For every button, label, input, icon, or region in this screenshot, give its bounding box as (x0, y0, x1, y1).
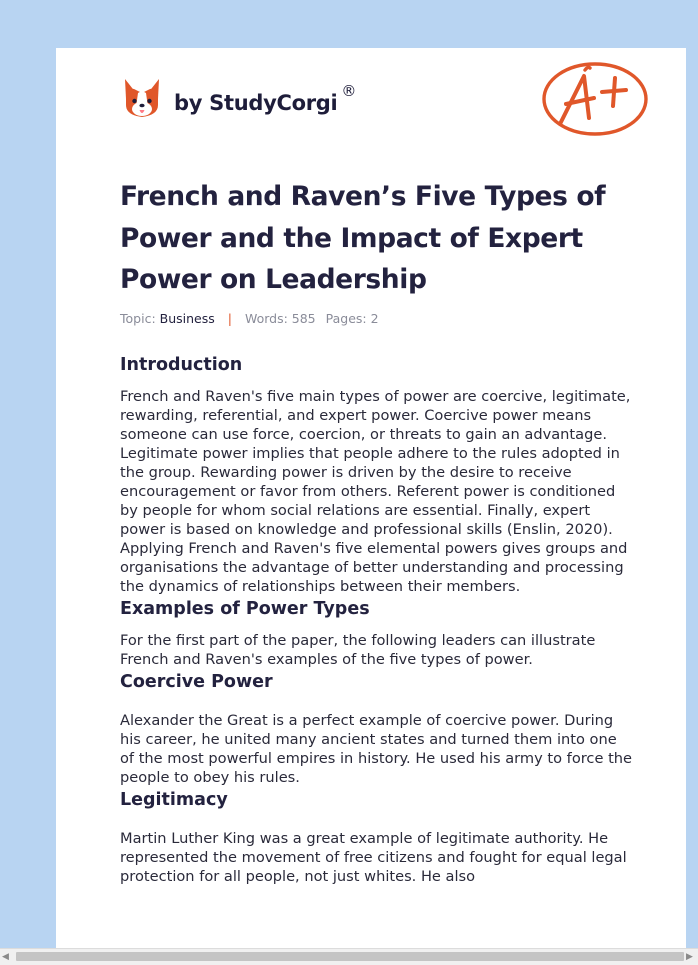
logo-text: by StudyCorgi (174, 91, 338, 115)
word-count: Words: 585 (244, 311, 316, 326)
section-heading-legitimacy: Legitimacy (120, 790, 228, 810)
topic-label: Topic: (120, 311, 156, 326)
scroll-left-icon[interactable]: ◀ (2, 952, 9, 962)
section-heading-introduction: Introduction (120, 355, 243, 375)
scroll-right-icon[interactable]: ▶ (686, 952, 693, 962)
a-plus-grade-icon (538, 58, 650, 140)
document-title: French and Raven’s Five Types of Power and the Impact of Expert Power on Leadership (120, 181, 606, 295)
horizontal-scrollbar[interactable] (0, 948, 698, 965)
section-heading-examples: Examples of Power Types (120, 599, 370, 619)
section-text-coercive: Alexander the Great is a perfect example of coercive power. During his career, he united many ancient states and turned them into one of the most powerful empires in history. He used his army to force the people to obey his rules. (120, 712, 633, 786)
section-text-examples: For the first part of the paper, the following leaders can illustrate French and Raven's examples of the five types of power. (120, 632, 596, 668)
section-heading-coercive: Coercive Power (120, 672, 273, 692)
section-text-legitimacy: Martin Luther King was a great example of legitimate authority. He represented the movement of free citizens and fought for equal legal protection for all people, not just whites. He also (120, 830, 627, 885)
meta-separator: | (227, 311, 232, 326)
scrollbar-thumb[interactable] (16, 952, 684, 961)
registered-mark: ® (341, 82, 357, 100)
section-text-introduction: French and Raven's five main types of power are coercive, legitimate, rewarding, referential, and expert power. Coercive power means someone can use force, coercion, or threats to gain an advantage. Legitimate power implies that people adhere to the rules adopted in the group. Rewarding power is driven by the desire to receive encouragement or favor from others. Referent power is conditioned by people for whom social relations are essential. Finally, expert power is based on knowledge and professional skills (Enslin, 2020). Applying French and Raven's five elemental powers gives groups and organisations the advantage of better understanding and processing the dynamics of relationships between their members. (120, 388, 631, 595)
document-page (56, 48, 686, 948)
corgi-icon (122, 77, 162, 121)
studycorgi-logo[interactable] (122, 76, 356, 122)
document-body (120, 353, 632, 886)
document-meta (120, 311, 379, 326)
topic-link[interactable]: Business (159, 311, 215, 326)
page-count: Pages: 2 (325, 311, 379, 326)
